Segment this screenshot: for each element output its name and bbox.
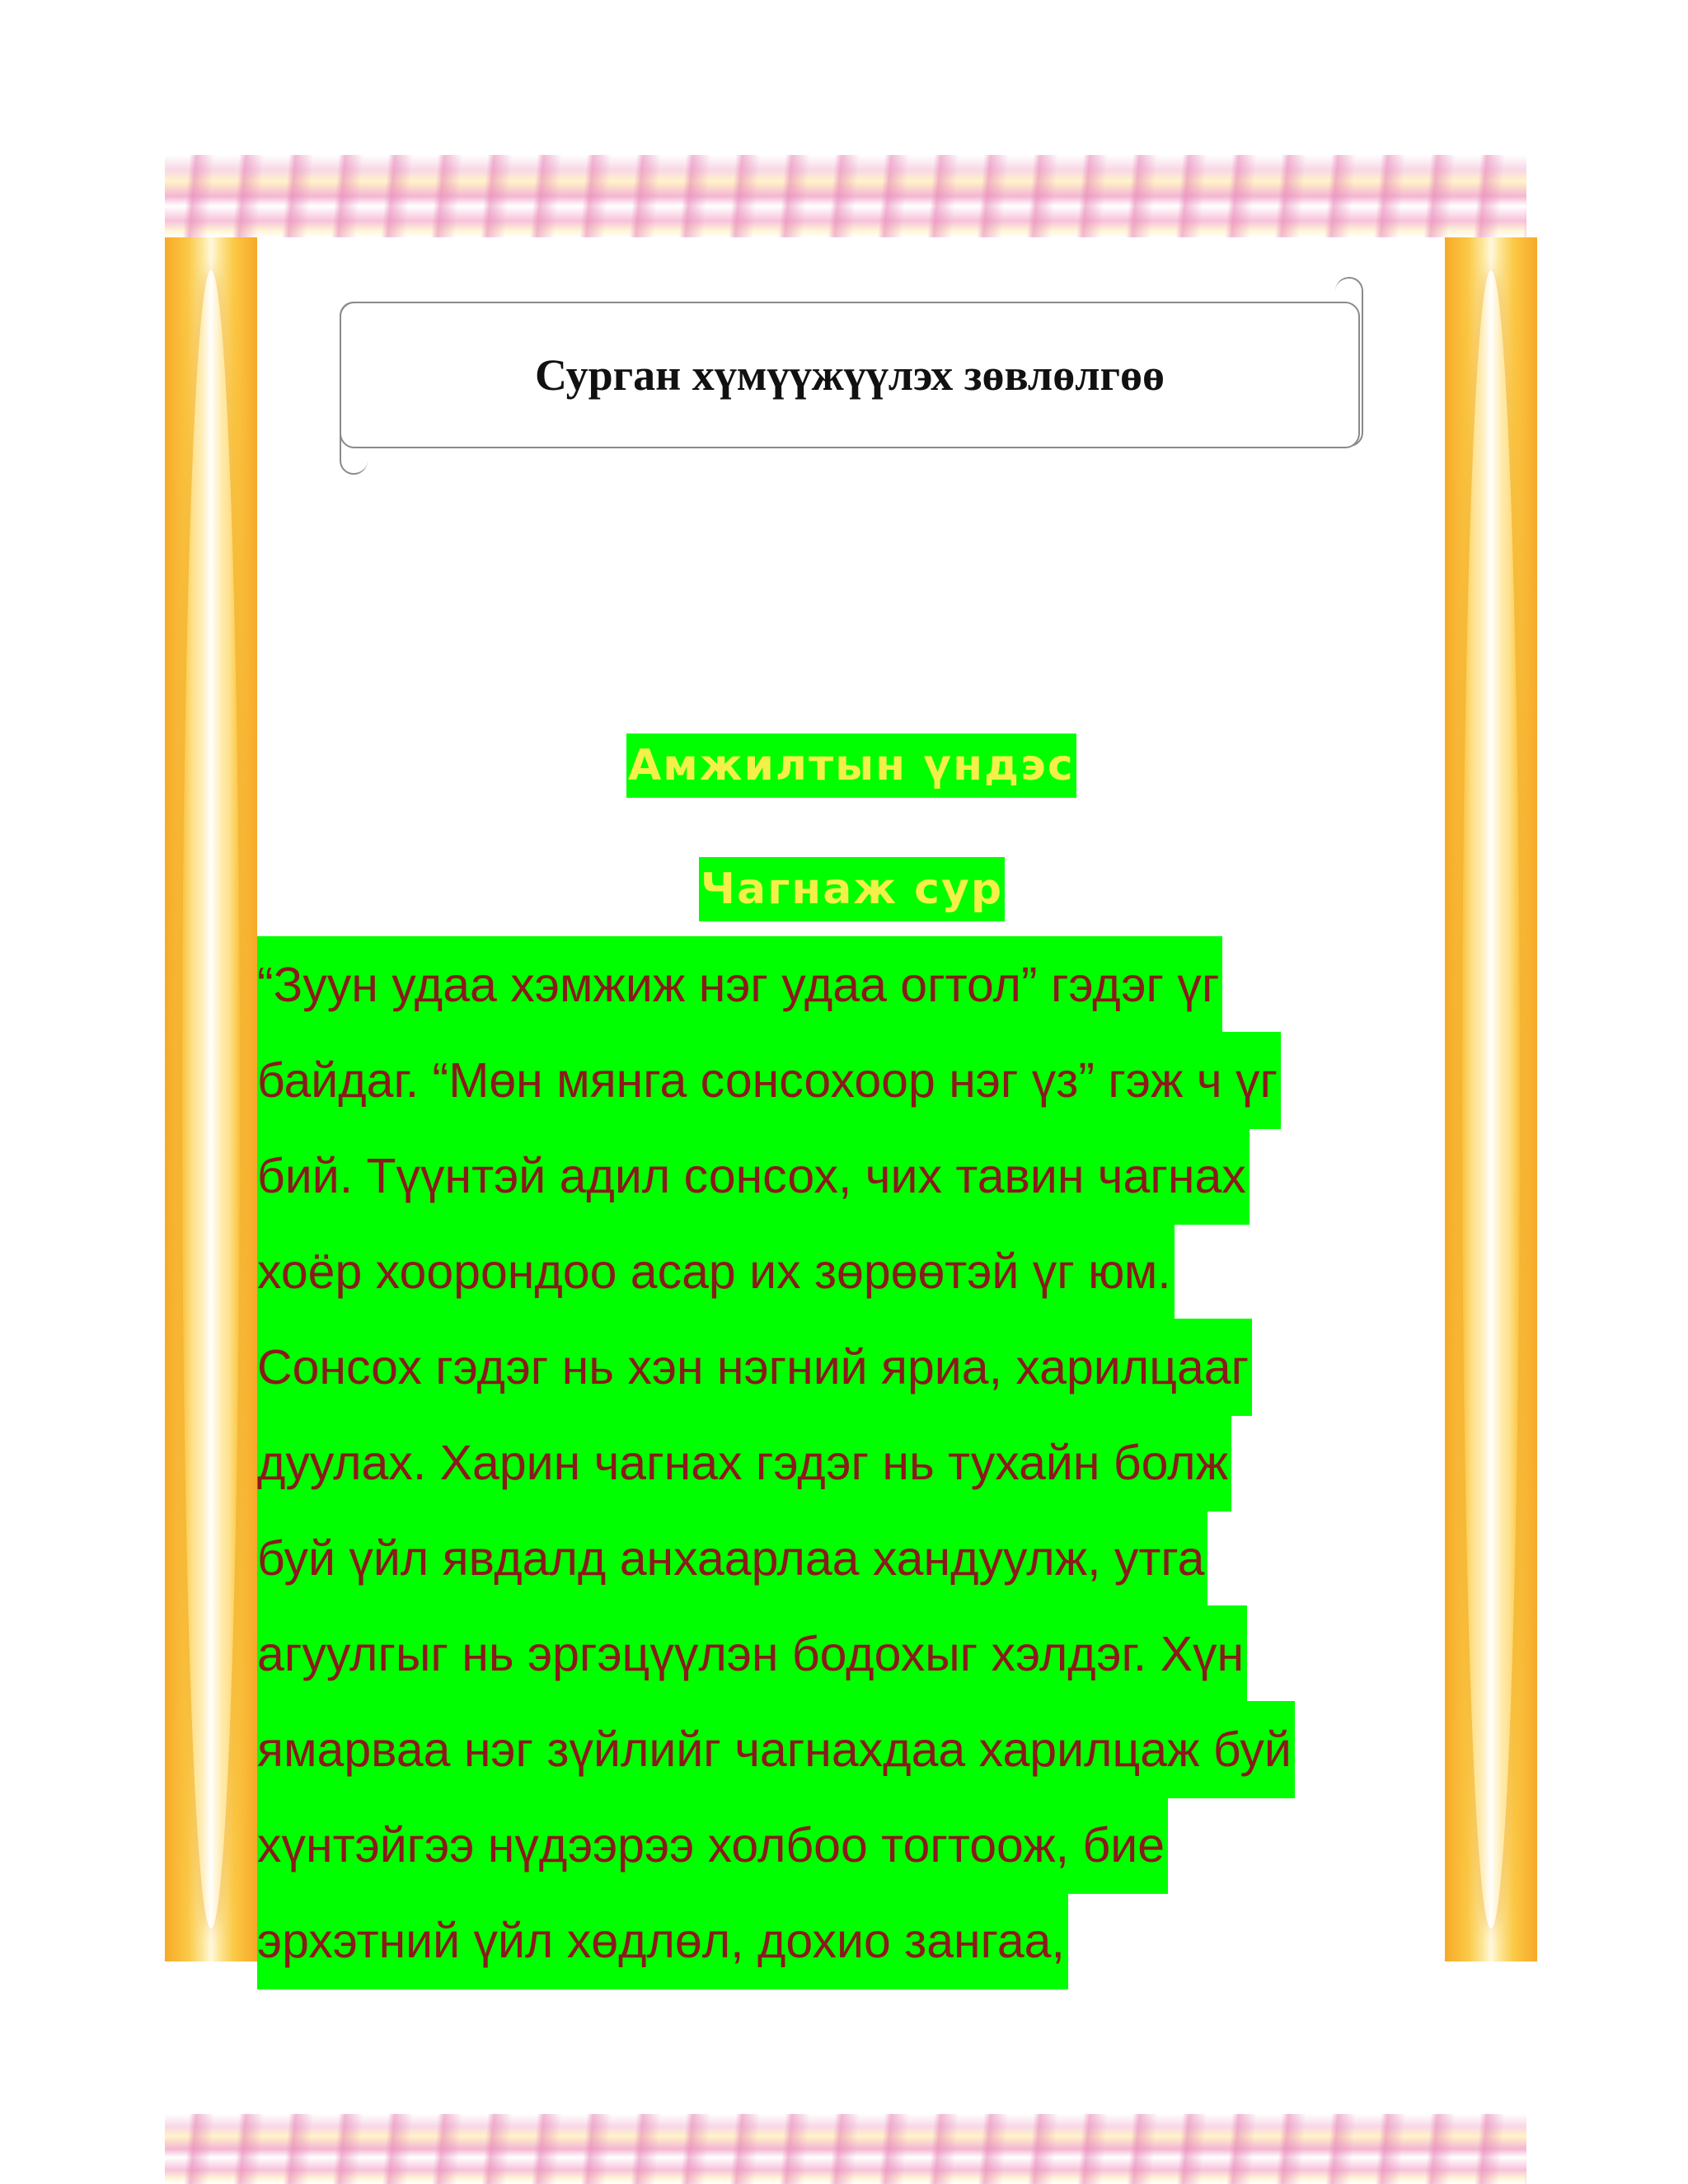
title-scroll-banner bbox=[340, 302, 1360, 448]
section-heading: Амжилтын үндэс bbox=[626, 733, 1076, 798]
body-line: “Зуун удаа хэмжиж нэг удаа огтол” гэдэг үг bbox=[257, 936, 1222, 1033]
body-line: агуулгыг нь эргэцүүлэн бодохыг хэлдэг. Хүн bbox=[257, 1605, 1247, 1703]
document-title: Сурган хүмүүжүүлэх зөвлөлгөө bbox=[534, 350, 1165, 400]
body-line: хүнтэйгээ нүдээрээ холбоо тогтоож, бие bbox=[257, 1797, 1168, 1894]
left-decorative-pillar bbox=[165, 237, 257, 1961]
body-line: хоёр хоорондоо асар их зөрөөтэй үг юм. bbox=[257, 1223, 1175, 1320]
body-line: Сонсох гэдэг нь хэн нэгний яриа, харилцааг bbox=[257, 1319, 1252, 1416]
body-line: бий. Түүнтэй адил сонсох, чих тавин чагнах bbox=[257, 1127, 1250, 1225]
top-decorative-border bbox=[165, 155, 1526, 237]
body-line: байдаг. “Мөн мянга сонсохоор нэг үз” гэж ч үг bbox=[257, 1032, 1281, 1129]
right-decorative-pillar bbox=[1445, 237, 1537, 1961]
body-line: буй үйл явдалд анхаарлаа хандуулж, утга bbox=[257, 1510, 1207, 1607]
body-line: эрхэтний үйл хөдлөл, дохио зангаа, bbox=[257, 1892, 1068, 1990]
section-subheading: Чагнаж сур bbox=[699, 857, 1005, 921]
body-line: дуулах. Харин чагнах гэдэг нь тухайн болж bbox=[257, 1414, 1231, 1511]
body-line: ямарваа нэг зүйлийг чагнахдаа харилцаж буй bbox=[257, 1701, 1295, 1798]
bottom-decorative-border bbox=[165, 2114, 1526, 2184]
